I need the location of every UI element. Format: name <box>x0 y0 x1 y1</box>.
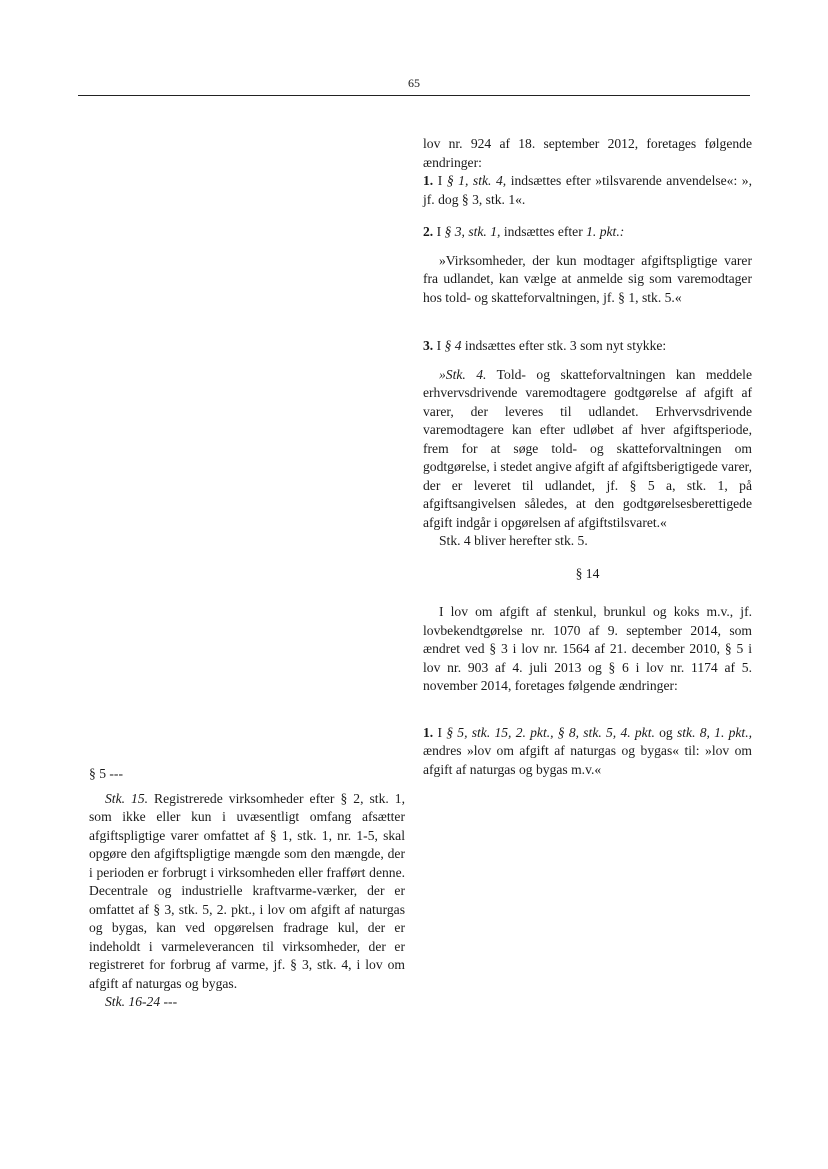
stk-label: Stk. 15. <box>105 790 149 806</box>
quoted-text: »Stk. 4. Told- og skatteforvaltningen kan meddele erhvervsdrivende varemodtagere godtgørelse af afgift af varer, der leveres til udlandet. Erhvervsdrivende varemodtagere kan efter udløbet af hver afgiftsperiode, frem for at søge told- og skatteforvaltningen om godtgørelse, i stedet angive afgift af afgiftsberigtigede varer, der er leveret til udlandet, jf. § 5 a, stk. 1, på afgiftsangivelsen således, at den godtgørelsesberettigede afgift indgår i opgørelsen af afgiftstilsvaret.« <box>423 366 752 530</box>
section-heading: § 5 --- <box>89 766 123 781</box>
stk-16-24: Stk. 16-24 --- <box>105 994 178 1009</box>
item-reference: § 3, stk. 1, <box>444 224 501 239</box>
item-reference: 1. pkt.: <box>586 224 625 239</box>
left-column <box>89 765 405 1012</box>
item-number: 1. <box>423 724 438 740</box>
item-number: 1. <box>423 173 438 188</box>
amendment-item-3: 3. I § 4 indsættes efter stk. 3 som nyt stykke: <box>423 338 667 353</box>
section-intro: I lov om afgift af stenkul, brunkul og koks m.v., jf. lovbekendtgørelse nr. 1070 af 9. september 2014, som ændret ved § 3 i lov nr. 1564 af 21. december 2010, § 5 i lov nr. 903 af 4. juli 2013 og § 6 i lov nr. 1174 af 5. november 2014, foretages følgende ændringer: <box>423 604 752 693</box>
item-reference: § 5, stk. 15, 2. pkt., § 8, stk. 5, 4. pkt. <box>446 724 655 740</box>
right-column <box>423 135 752 779</box>
intro-paragraph: lov nr. 924 af 18. september 2012, foretages følgende ændringer: <box>423 136 752 170</box>
item-reference: stk. 8, 1. pkt., <box>676 724 753 740</box>
item-reference: § 1, stk. 4, <box>446 173 507 188</box>
item-number: 2. <box>423 224 437 239</box>
quoted-text: »Virksomheder, der kun modtager afgiftspligtige varer fra udlandet, kan vælge at anmelde sig som varemodtager hos told- og skatteforvaltningen, jf. § 1, stk. 5.« <box>423 252 752 305</box>
amendment-item-1: 1. I § 1, stk. 4, indsættes efter »tilsvarende anvendelse«: », jf. dog § 3, stk. 1«. <box>423 173 752 207</box>
page-number: 65 <box>408 76 420 90</box>
amendment-item-2: 2. I § 3, stk. 1, indsættes efter 1. pkt.: <box>423 224 625 239</box>
stk-renumber-note: Stk. 4 bliver herefter stk. 5. <box>439 533 588 548</box>
item-number: 3. <box>423 338 437 353</box>
stk-label: Stk. 4. <box>445 366 487 382</box>
amendment-item-14-1: 1. I § 5, stk. 15, 2. pkt., § 8, stk. 5, 4. pkt. og stk. 8, 1. pkt., ændres »lov om afgift af naturgas og bygas« til: »lov om afgift af naturgas og bygas m.v.« <box>423 724 753 777</box>
header-rule <box>78 95 750 96</box>
stk-15-paragraph: Stk. 15. Registrerede virksomheder efter § 2, stk. 1, som ikke eller kun i uvæsentligt omfang afsætter afgiftspligtige varer omfattet af § 1, stk. 1, nr. 1-5, skal opgøre den afgiftspligtige mængde som den mængde, der i perioden er forbrugt i virksomheden eller frafført denne. Decentrale og industrielle kraftvarme-værker, der er omfattet af § 3, stk. 5, 2. pkt., i lov om afgift af naturgas og bygas, kan ved opgørelsen fradrage kul, der er indeholdt i varmeleverancen til virksomheder, der er registreret for forbrug af varme, jf. § 3, stk. 4, i lov om afgift af naturgas og bygas. <box>89 790 405 991</box>
item-reference: § 4 <box>444 338 462 353</box>
section-heading: § 14 <box>575 565 600 581</box>
